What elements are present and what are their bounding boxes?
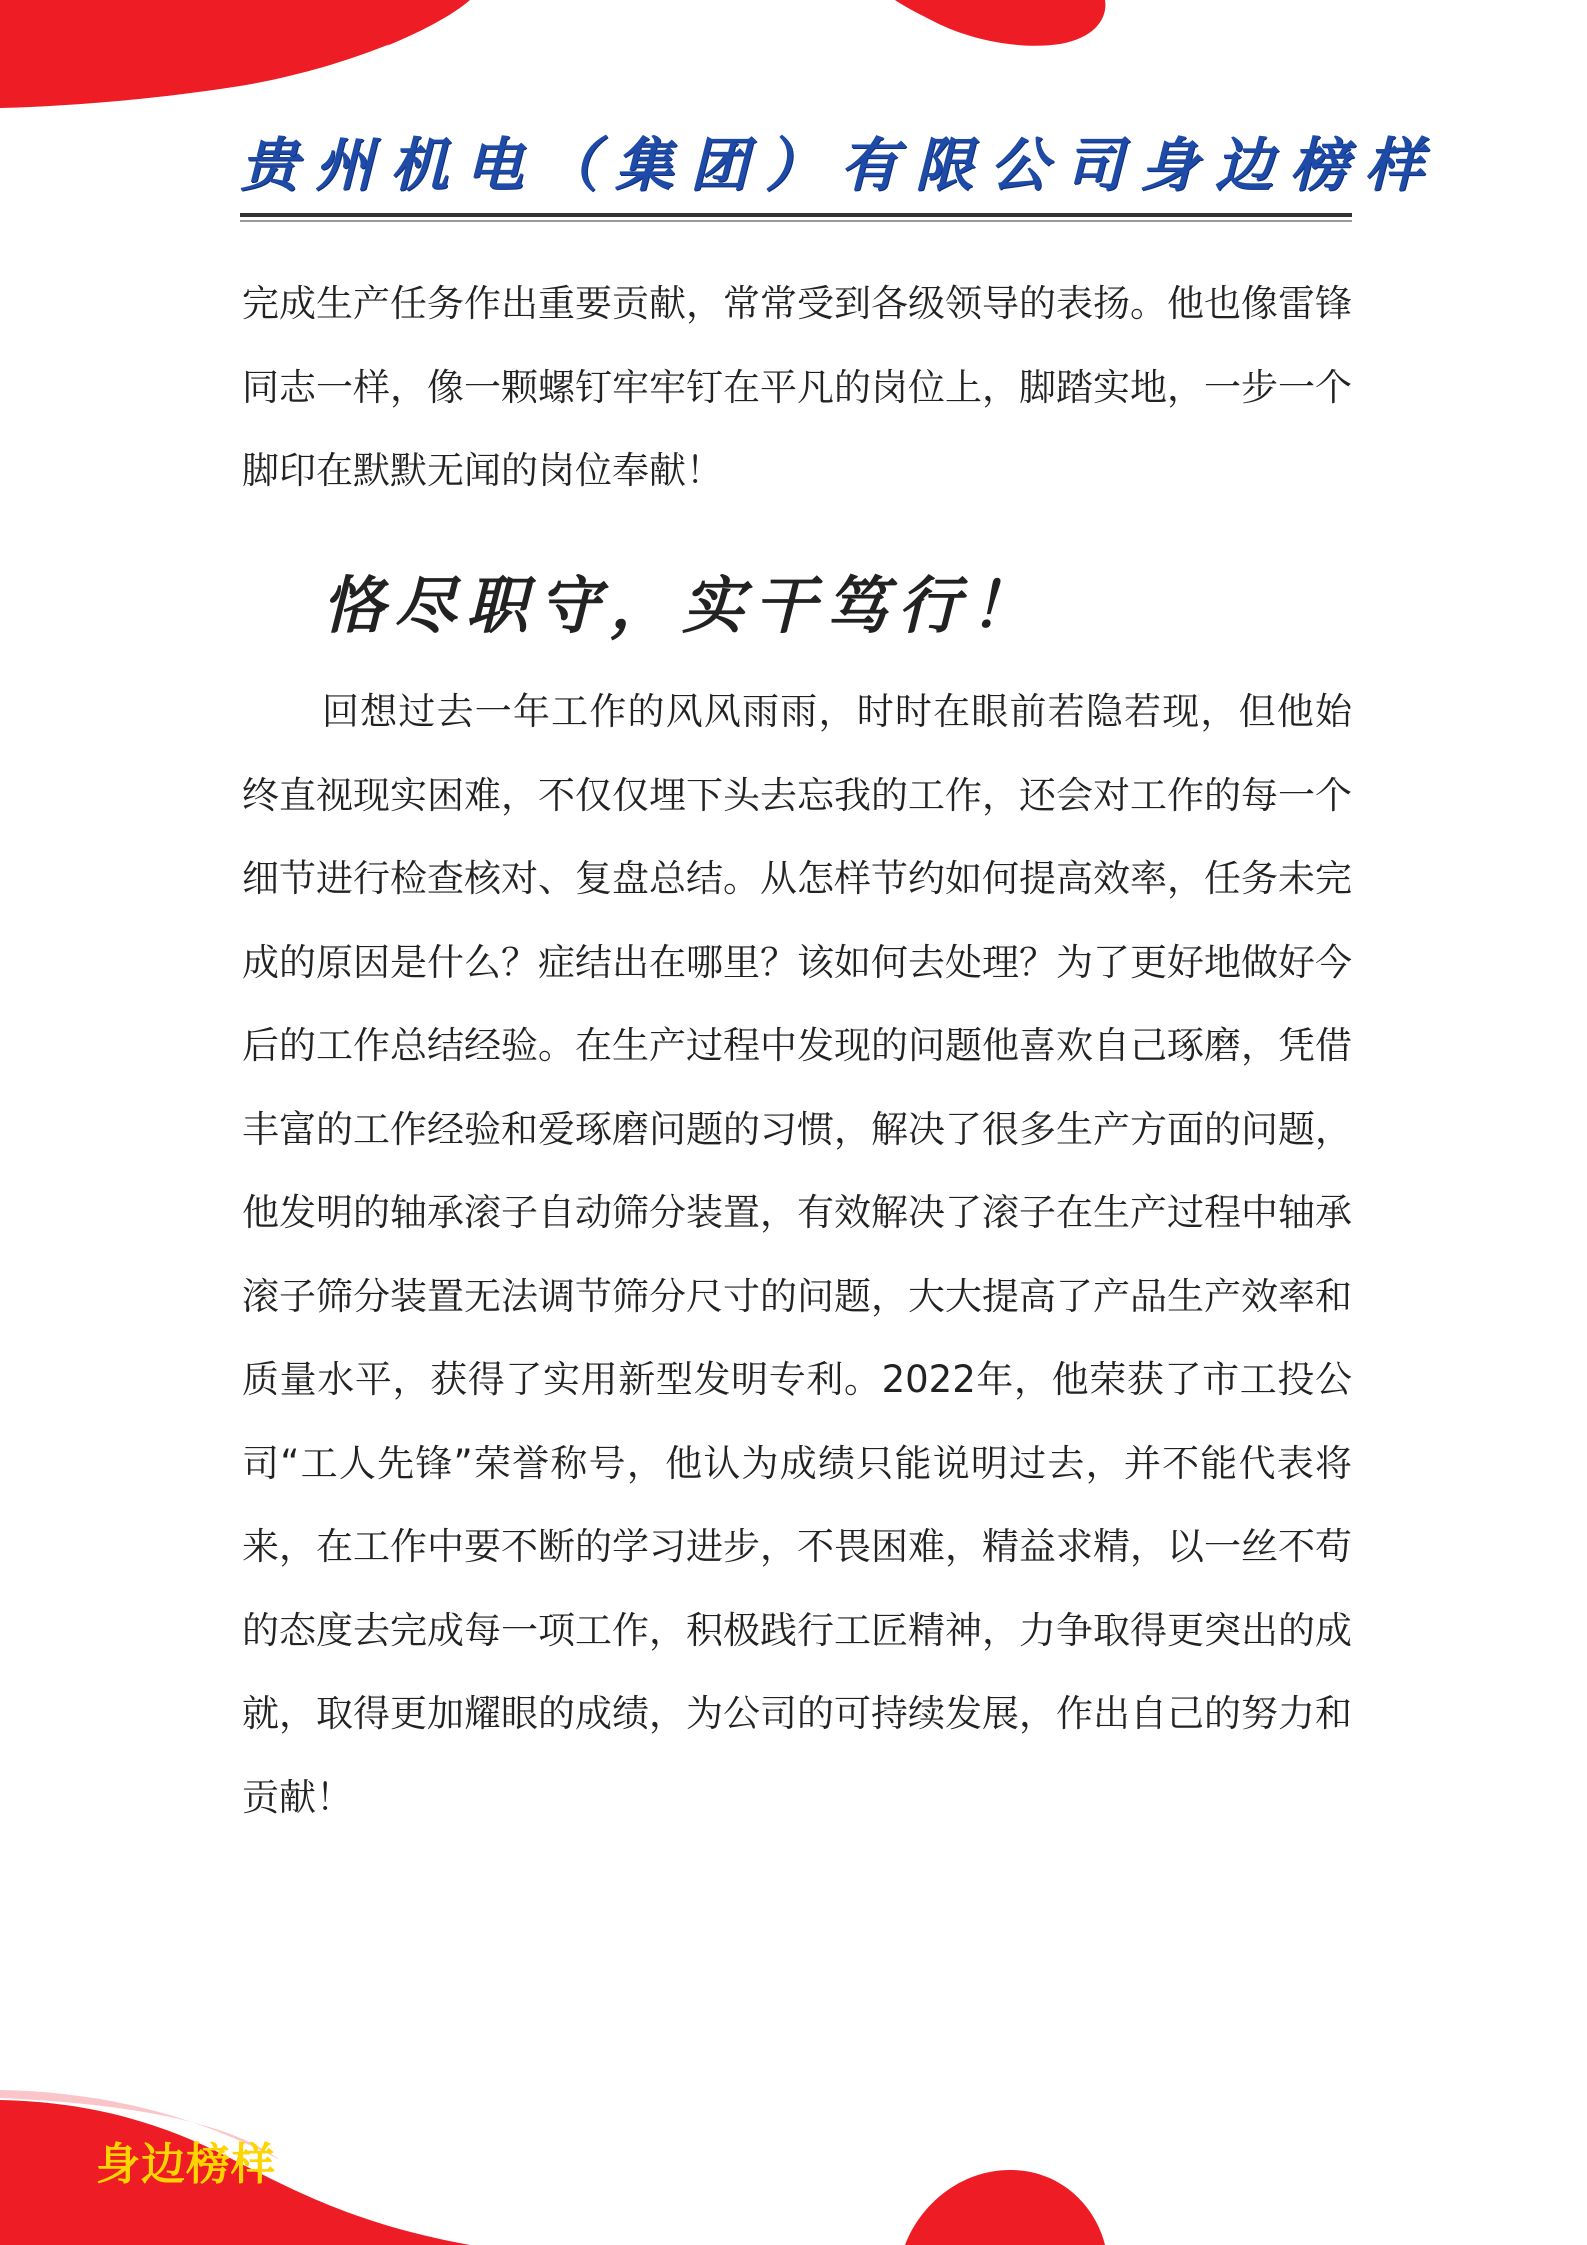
- header-rule-secondary: [240, 220, 1352, 222]
- header-rule: [240, 213, 1352, 217]
- top-right-wave: [895, 0, 1105, 46]
- section-heading: 恪尽职守，实干笃行！: [322, 569, 1043, 642]
- footer-label: 身边榜样: [96, 2139, 276, 2190]
- header-title: 贵州机电（集团）有限公司身边榜样: [240, 131, 1441, 199]
- paragraph-main: 回想过去一年工作的风风雨雨，时时在眼前若隐若现，但他始终直视现实困难，不仅仅埋下头去忘我的工作，还会对工作的每一个细节进行检查核对、复盘总结。从怎样节约如何提高效率，任务未完成的原因是什么？症结出在哪里？该如何去处理？为了更好地做好今后的工作总结经验。在生产过程中发现的问题他喜欢自己琢磨，凭借丰富的工作经验和爱琢磨问题的习惯，解决了很多生产方面的问题，他发明的轴承滚子自动筛分装置，有效解决了滚子在生产过程中轴承滚子筛分装置无法调节筛分尺寸的问题，大大提高了产品生产效率和质量水平，获得了实用新型发明专利。2022年，他荣获了市工投公司“工人先锋”荣誉称号，他认为成绩只能说明过去，并不能代表将来，在工作中要不断的学习进步，不畏困难，精益求精，以一丝不苟的态度去完成每一项工作，积极践行工匠精神，力争取得更突出的成就，取得更加耀眼的成绩，为公司的可持续发展，作出自己的努力和贡献！: [242, 690, 1352, 1819]
- paragraph-continued: 完成生产任务作出重要贡献，常常受到各级领导的表扬。他也像雷锋同志一样，像一颗螺钉牢牢钉在平凡的岗位上，脚踏实地，一步一个脚印在默默无闻的岗位奉献！: [242, 282, 1352, 492]
- bottom-right-wave: [905, 2170, 1105, 2245]
